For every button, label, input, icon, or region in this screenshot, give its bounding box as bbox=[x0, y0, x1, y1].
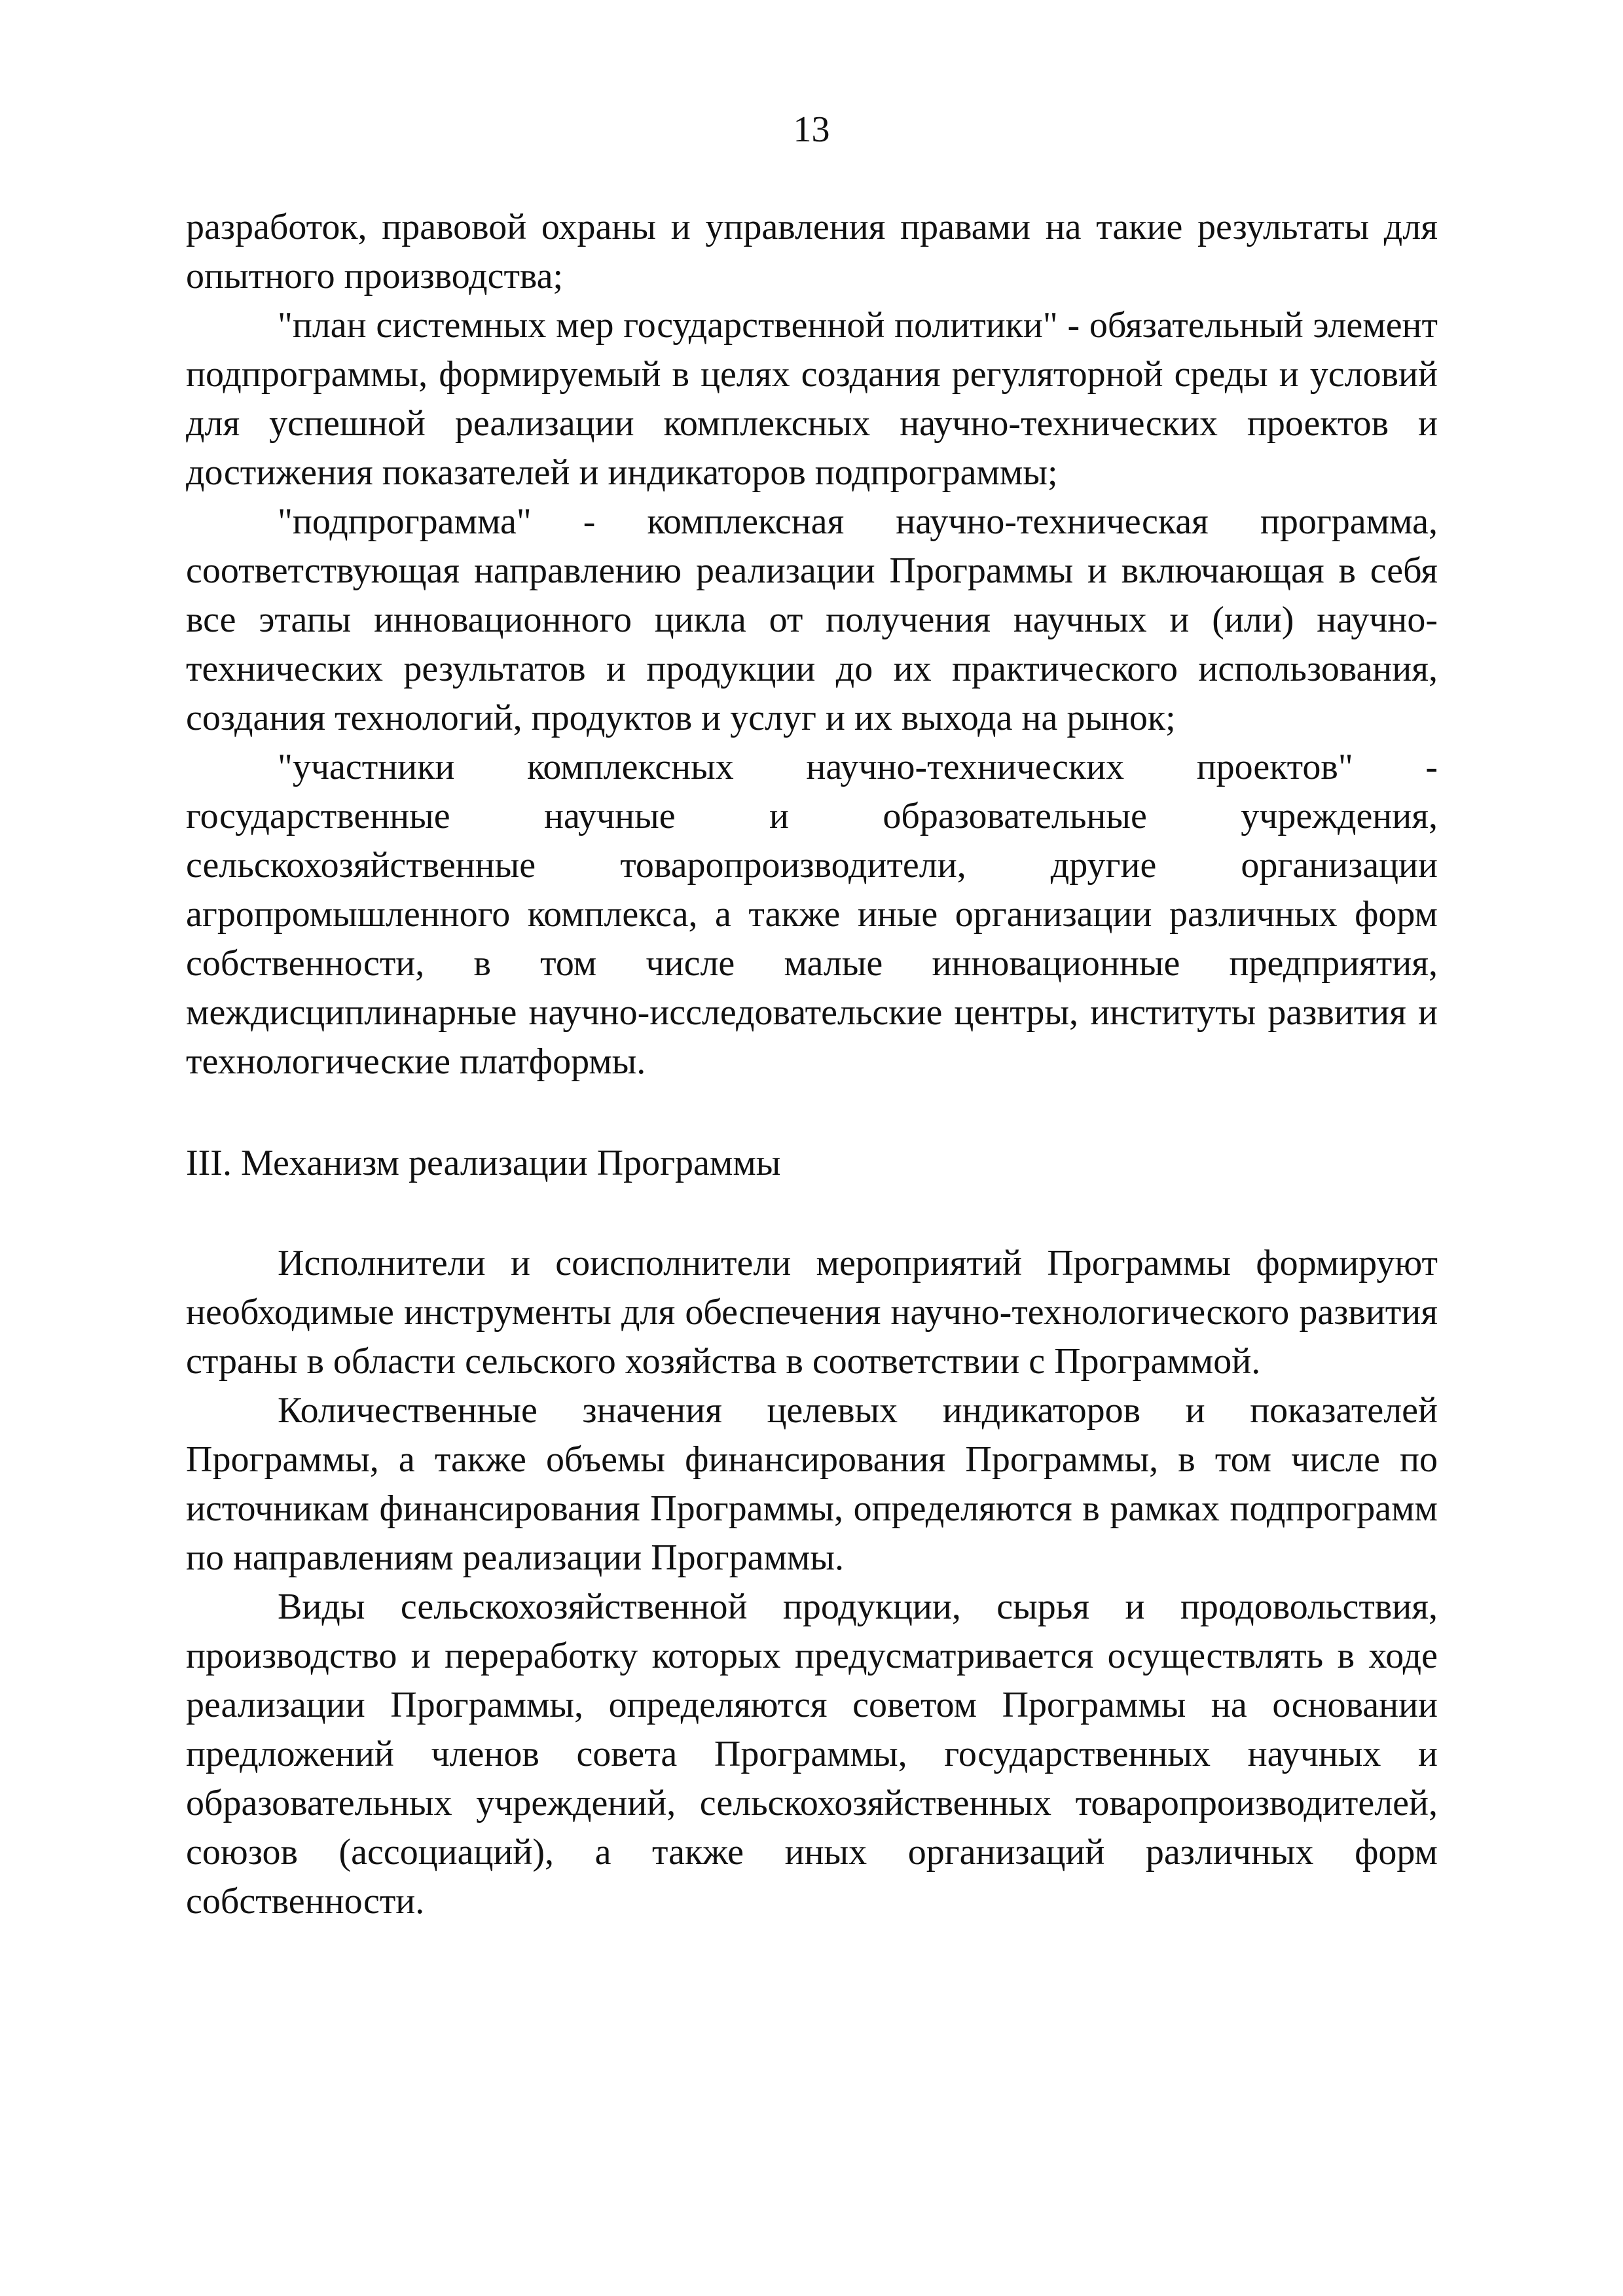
section-heading: III. Механизм реализации Программы bbox=[186, 1143, 781, 1183]
paragraph-executors: Исполнители и соисполнители мероприятий Программы формируют необходимые инструменты для обеспечения научно-технологического развития страны в области сельского хозяйства в соответствии с Программой. bbox=[186, 1243, 1438, 1382]
paragraph-quantitative-values: Количественные значения целевых индикаторов и показателей Программы, а также объемы финансирования Программы, в том числе по источникам финансирования Программы, определяются в рамках подпрограмм по направлениям реализации Программы. bbox=[186, 1390, 1438, 1578]
paragraph-definition-participants: "участники комплексных научно-технических проектов" - государственные научные и образовательные учреждения, сельскохозяйственные товаропроизводители, другие организации агропромышленного комплекса, а также иные организации различных форм собственности, в том числе малые инновационные предприятия, междисциплинарные научно-исследовательские центры, институты развития и технологические платформы. bbox=[186, 747, 1438, 1082]
document-body bbox=[186, 203, 1438, 1926]
paragraph-definition-subprogram: "подпрограмма" - комплексная научно-техническая программа, соответствующая направлению реализации Программы и включающая в себя все этапы инновационного цикла от получения научных и (или) научно-технических результатов и продукции до их практического использования, создания технологий, продуктов и услуг и их выхода на рынок; bbox=[186, 501, 1438, 738]
page-number: 13 bbox=[793, 109, 830, 150]
paragraph-product-types: Виды сельскохозяйственной продукции, сырья и продовольствия, производство и переработку которых предусматривается осуществлять в ходе реализации Программы, определяются советом Программы на основании предложений членов совета Программы, государственных научных и образовательных учреждений, сельскохозяйственных товаропроизводителей, союзов (ассоциаций), а также иных организаций различных форм собственности. bbox=[186, 1587, 1438, 1922]
paragraph-continuation: разработок, правовой охраны и управления правами на такие результаты для опытного производства; bbox=[186, 207, 1438, 296]
paragraph-definition-plan: "план системных мер государственной политики" - обязательный элемент подпрограммы, формируемый в целях создания регуляторной среды и условий для успешной реализации комплексных научно-технических проектов и достижения показателей и индикаторов подпрограммы; bbox=[186, 305, 1438, 493]
